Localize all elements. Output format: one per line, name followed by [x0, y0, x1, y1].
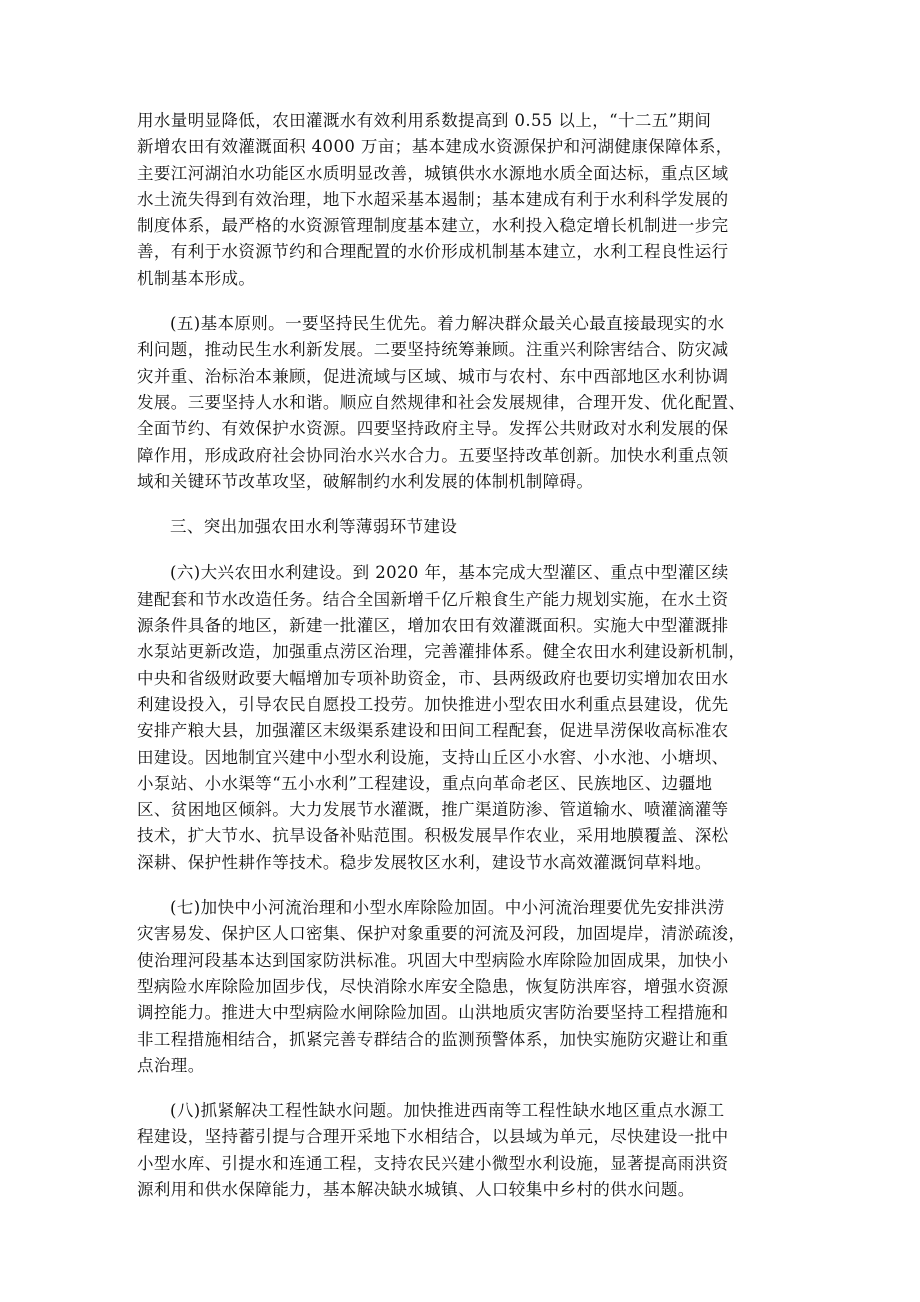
text-line: 全面节约、有效保护水资源。四要坚持政府主导。发挥公共财政对水利发展的保 — [137, 419, 729, 439]
text-line: (七)加快中小河流治理和小型水库除险加固。中小河流治理要优先安排洪涝 — [170, 898, 725, 918]
text-line: 安排产粮大县，加强灌区末级渠系建设和田间工程配套，促进旱涝保收高标准农 — [137, 721, 729, 741]
text-line: 非工程措施相结合，抓紧完善专群结合的监测预警体系，加快实施防灾避让和重 — [137, 1029, 729, 1049]
text-line: 小型水库、引提水和连通工程，支持农民兴建小微型水利设施，显著提高雨洪资 — [137, 1153, 729, 1173]
text-line: 区、贫困地区倾斜。大力发展节水灌溉，推广渠道防渗、管道输水、喷灌滴灌等 — [137, 800, 729, 820]
text-line: 利建设投入，引导农民自愿投工投劳。加快推进小型农田水利重点县建设，优先 — [137, 694, 729, 714]
text-line: 小泵站、小水渠等“五小水利”工程建设，重点向革命老区、民族地区、边疆地 — [137, 773, 713, 793]
document-page — [137, 108, 787, 1222]
text-line: 障作用，形成政府社会协同治水兴水合力。五要坚持改革创新。加快水利重点领 — [137, 445, 729, 465]
text-line: 善，有利于水资源节约和合理配置的水价形成机制基本建立，水利工程良性运行 — [137, 242, 729, 262]
text-line: 新增农田有效灌溉面积 4000 万亩；基本建成水资源保护和河湖健康保障体系， — [137, 137, 733, 157]
text-line: 程建设，坚持蓄引提与合理开采地下水相结合，以县域为单元，尽快建设一批中 — [137, 1127, 729, 1147]
text-line: 田建设。因地制宜兴建中小型水利设施，支持山丘区小水窖、小水池、小塘坝、 — [137, 747, 729, 767]
paragraph-basic-principles — [137, 311, 787, 495]
text-line: 建配套和节水改造任务。结合全国新增千亿斤粮食生产能力规划实施，在水土资 — [137, 589, 729, 609]
text-line: 调控能力。推进大中型病险水闸除险加固。山洪地质灾害防治要坚持工程措施和 — [137, 1003, 729, 1023]
text-line: 使治理河段基本达到国家防洪标准。巩固大中型病险水库除险加固成果，加快小 — [137, 950, 729, 970]
section-heading: 三、突出加强农田水利等薄弱环节建设 — [170, 517, 458, 537]
text-line: 水土流失得到有效治理，地下水超采基本遏制；基本建成有利于水利科学发展的 — [137, 189, 729, 209]
text-line: 技术，扩大节水、抗旱设备补贴范围。积极发展旱作农业，采用地膜覆盖、深松 — [137, 826, 729, 846]
text-line: 利问题，推动民生水利新发展。二要坚持统筹兼顾。注重兴利除害结合、防灾减 — [137, 340, 729, 360]
text-line: 中央和省级财政要大幅增加专项补助资金，市、县两级政府也要切实增加农田水 — [137, 668, 729, 688]
text-line: 型病险水库除险加固步伐，尽快消除水库安全隐患，恢复防洪库容，增强水资源 — [137, 976, 729, 996]
text-line: 发展。三要坚持人水和谐。顺应自然规律和社会发展规律，合理开发、优化配置、 — [137, 392, 746, 412]
paragraph-goals-continued — [137, 108, 787, 292]
text-line: 域和关键环节改革攻坚，破解制约水利发展的体制机制障碍。 — [137, 471, 594, 491]
text-line: 机制基本形成。 — [137, 268, 256, 288]
text-line: (五)基本原则。一要坚持民生优先。着力解决群众最关心最直接最现实的水 — [170, 314, 725, 334]
text-line: 用水量明显降低，农田灌溉水有效利用系数提高到 0.55 以上，“十二五”期间 — [137, 111, 712, 130]
text-line: 深耕、保护性耕作等技术。稳步发展牧区水利，建设节水高效灌溉饲草料地。 — [137, 852, 712, 872]
paragraph-water-shortage — [137, 1098, 787, 1203]
text-line: 主要江河湖泊水功能区水质明显改善，城镇供水水源地水质全面达标，重点区域 — [137, 163, 729, 183]
text-line: 制度体系，最严格的水资源管理制度基本建立，水利投入稳定增长机制进一步完 — [137, 216, 729, 236]
paragraph-river-reservoir — [137, 895, 787, 1079]
paragraph-farmland-irrigation — [137, 560, 787, 876]
text-line: 灾并重、治标治本兼顾，促进流域与区域、城市与农村、东中西部地区水利协调 — [137, 366, 729, 386]
text-line: (六)大兴农田水利建设。到 2020 年，基本完成大型灌区、重点中型灌区续 — [170, 563, 729, 583]
text-line: (八)抓紧解决工程性缺水问题。加快推进西南等工程性缺水地区重点水源工 — [170, 1101, 725, 1121]
text-line: 点治理。 — [137, 1055, 205, 1075]
text-line: 源条件具备的地区，新建一批灌区，增加农田有效灌溉面积。实施大中型灌溉排 — [137, 616, 729, 636]
text-line: 源利用和供水保障能力，基本解决缺水城镇、人口较集中乡村的供水问题。 — [137, 1179, 695, 1199]
text-line: 水泵站更新改造，加强重点涝区治理，完善灌排体系。健全农田水利建设新机制， — [137, 642, 746, 662]
text-line: 灾害易发、保护区人口密集、保护对象重要的河流及河段，加固堤岸，清淤疏浚， — [137, 924, 746, 944]
